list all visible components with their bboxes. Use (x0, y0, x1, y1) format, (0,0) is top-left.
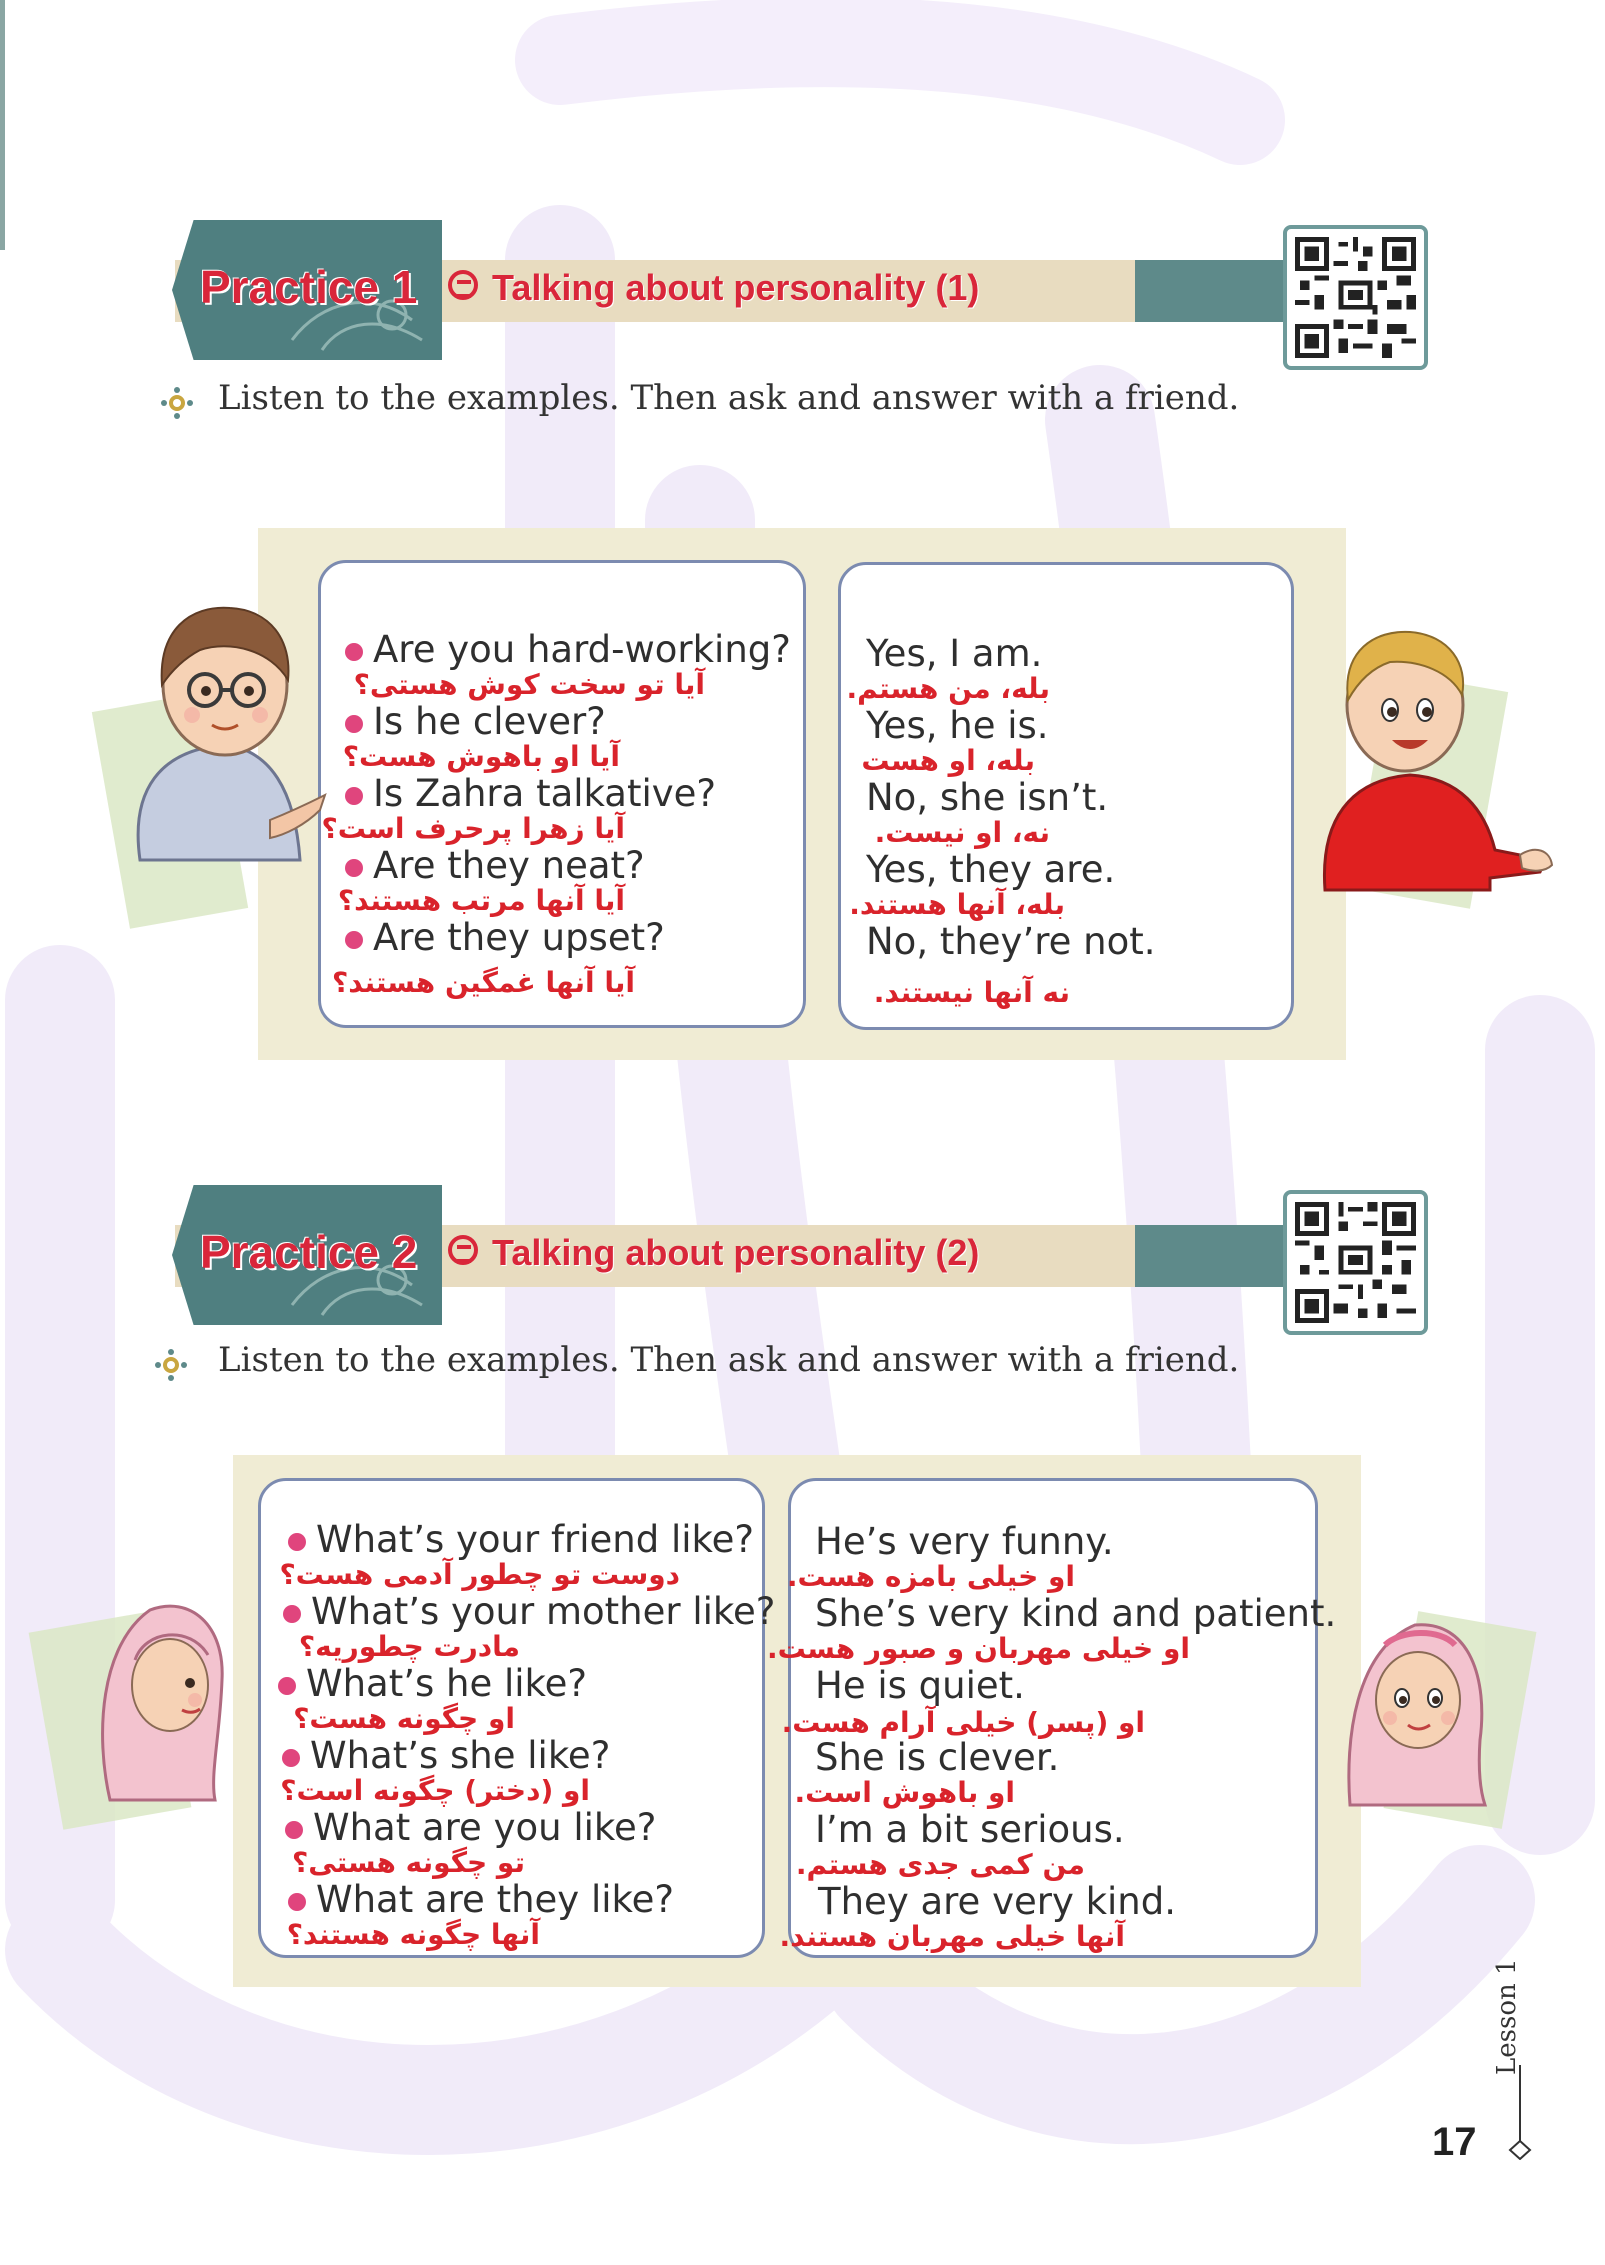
practice2-header-bar-end (1135, 1225, 1285, 1287)
bullet-dot (345, 643, 363, 661)
practice2-instruction (160, 1340, 1360, 1390)
practice1-header (0, 220, 1605, 370)
bullet-dot (282, 1749, 300, 1767)
practice1-question: Is Zahra talkative? (345, 772, 716, 815)
practice2-question: What’s he like? (278, 1662, 587, 1705)
practice2-question: What are you like? (285, 1806, 656, 1849)
bullet-dot (345, 931, 363, 949)
practice2-answer-translation: او خیلی بامزه هست. (786, 1560, 1075, 1593)
practice1-question: Are you hard-working? (345, 628, 791, 671)
instruction-bullet-icon (154, 1348, 188, 1382)
bullet-dot (345, 715, 363, 733)
practice1-answer-translation: بله، آنها هستند. (849, 888, 1065, 921)
practice1-question: Is he clever? (345, 700, 606, 743)
bullet-dot (288, 1893, 306, 1911)
practice1-answer: Yes, I am. (866, 632, 1043, 675)
practice1-answer: No, they’re not. (866, 920, 1156, 963)
practice1-instruction-text: Listen to the examples. Then ask and answer with a friend. (218, 378, 1240, 418)
lesson-marker-line (1505, 2065, 1535, 2160)
bullet-dot (283, 1605, 301, 1623)
practice2-question: What’s she like? (282, 1734, 610, 1777)
practice2-question-translation: او (دختر) چگونه است؟ (280, 1774, 590, 1807)
practice2-title: Talking about personality (2) (492, 1232, 980, 1273)
practice2-answer: He’s very funny. (815, 1520, 1114, 1563)
practice1-answer-translation: نه، او نیست. (874, 816, 1050, 849)
practice2-question-translation: او چگونه هست؟ (293, 1702, 515, 1735)
practice1-header-bar-end (1135, 260, 1285, 322)
girl-in-hijab-right-illustration (1340, 1600, 1490, 1810)
bullet-dot (345, 787, 363, 805)
boy-in-red-illustration (1310, 610, 1555, 900)
practice2-label: Practice 2 (200, 1226, 418, 1278)
bullet-dot (345, 859, 363, 877)
practice2-question: What’s your mother like? (283, 1590, 775, 1633)
practice1-question: Are they neat? (345, 844, 645, 887)
practice2-question: What’s your friend like? (288, 1518, 754, 1561)
practice1-question-translation: آیا آنها غمگین هستند؟ (332, 966, 635, 999)
circle-arrow-icon (448, 1235, 478, 1265)
practice1-question-translation: آیا زهرا پرحرف است؟ (321, 812, 625, 845)
practice1-answer-translation: نه آنها نیستند. (873, 976, 1070, 1009)
practice2-answer-translation: او (پسر) خیلی آرام هست. (781, 1706, 1145, 1739)
boy-with-glasses-illustration (120, 590, 330, 880)
practice1-answer: No, she isn’t. (866, 776, 1109, 819)
practice1-answer-translation: بله، من هستم. (846, 672, 1050, 705)
page-edge-strip (0, 0, 5, 250)
practice1-question: Are they upset? (345, 916, 665, 959)
instruction-bullet-icon (160, 386, 194, 420)
practice1-question-translation: آیا تو سخت کوش هستی؟ (353, 668, 705, 701)
practice1-label: Practice 1 (200, 261, 418, 313)
practice2-instruction-text: Listen to the examples. Then ask and answer with a friend. (218, 1340, 1240, 1380)
page-number: 17 (1432, 2120, 1477, 2164)
practice2-answer: They are very kind. (818, 1880, 1177, 1923)
practice1-title: Talking about personality (1) (492, 267, 980, 308)
qr-code-icon[interactable] (1283, 225, 1428, 370)
practice2-answer-translation: آنها خیلی مهربان هستند. (779, 1920, 1125, 1953)
practice2-question-translation: تو چگونه هستی؟ (292, 1846, 525, 1879)
practice1-answer-translation: بله، او هست (861, 744, 1035, 777)
circle-arrow-icon (448, 270, 478, 300)
practice1-question-translation: آیا او باهوش هست؟ (342, 740, 620, 773)
girl-in-hijab-left-illustration (90, 1585, 230, 1805)
bullet-dot (278, 1677, 296, 1695)
practice2-answer: He is quiet. (815, 1664, 1025, 1707)
practice2-answer: She’s very kind and patient. (815, 1592, 1337, 1635)
practice2-answer: I’m a bit serious. (815, 1808, 1125, 1851)
practice1-answer: Yes, he is. (866, 704, 1049, 747)
practice2-header (0, 1185, 1605, 1335)
practice1-question-translation: آیا آنها مرتب هستند؟ (337, 884, 625, 917)
practice2-answer: She is clever. (815, 1736, 1060, 1779)
practice1-instruction (160, 378, 1360, 428)
practice2-answer-translation: من کمی جدی هستم. (795, 1848, 1085, 1881)
practice2-question-translation: دوست تو چطور آدمی هست؟ (279, 1558, 680, 1591)
practice2-answer-translation: او خیلی مهربان و صبور هست. (766, 1632, 1190, 1665)
bullet-dot (288, 1533, 306, 1551)
practice2-question-translation: مادرت چطوریه؟ (298, 1630, 520, 1663)
practice2-answer-translation: او باهوش است. (794, 1776, 1015, 1809)
qr-code-icon[interactable] (1283, 1190, 1428, 1335)
practice2-question: What are they like? (288, 1878, 674, 1921)
bullet-dot (285, 1821, 303, 1839)
practice2-question-translation: آنها چگونه هستند؟ (286, 1918, 540, 1951)
lesson-label: Lesson 1 (1492, 1958, 1522, 2075)
practice1-answer: Yes, they are. (866, 848, 1116, 891)
